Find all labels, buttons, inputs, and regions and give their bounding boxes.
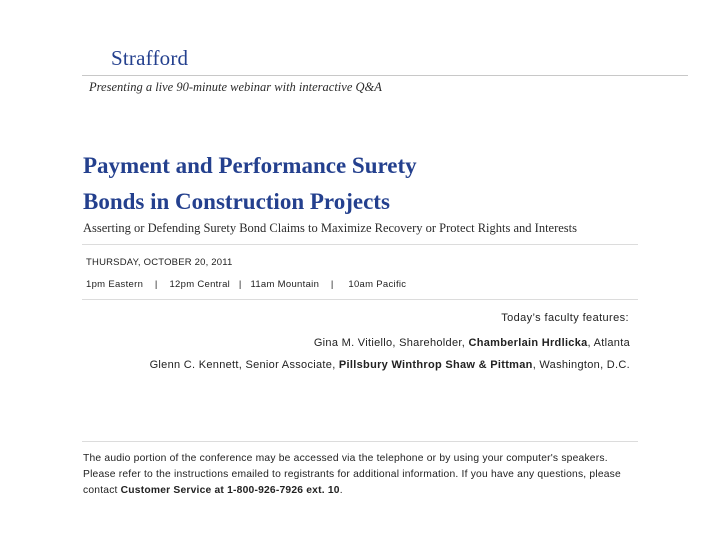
faculty-heading: Today’s faculty features: [501,312,629,324]
webinar-title-line-1: Payment and Performance Surety [83,153,417,178]
faculty-name-role: Glenn C. Kennett, Senior Associate, [149,359,339,371]
divider [82,244,638,245]
webinar-title-line-2: Bonds in Construction Projects [83,189,390,214]
audio-notice-text: The audio portion of the conference may be accessed via the telephone or by using your computer's speakers. Please refer to the instructions emailed to registrants for additional information. If you have any questions, please contact [83,453,621,496]
divider [82,299,638,300]
faculty-firm: Pillsbury Winthrop Shaw & Pittman [338,359,533,371]
faculty-location: , Atlanta [587,337,630,349]
faculty-member [150,359,630,371]
strafford-logo: Strafford [111,46,189,70]
webinar-date: THURSDAY, OCTOBER 20, 2011 [86,257,233,268]
webinar-tagline: Presenting a live 90-minute webinar with interactive Q&A [89,80,382,94]
faculty-member [314,337,630,349]
divider [82,441,638,442]
faculty-firm: Chamberlain Hrdlicka [468,337,588,349]
faculty-name-role: Gina M. Vitiello, Shareholder, [313,337,469,349]
faculty-location: , Washington, D.C. [532,359,630,371]
header-divider [82,75,688,76]
audio-notice [83,451,628,499]
webinar-times: 1pm Eastern | 12pm Central | 11am Mountain | 10am Pacific [86,279,407,290]
webinar-subtitle: Asserting or Defending Surety Bond Claims to Maximize Recovery or Protect Rights and Interests [83,221,578,235]
audio-notice-end: . [339,485,343,496]
customer-service-contact: Customer Service at 1-800-926-7926 ext. 10 [120,485,340,496]
